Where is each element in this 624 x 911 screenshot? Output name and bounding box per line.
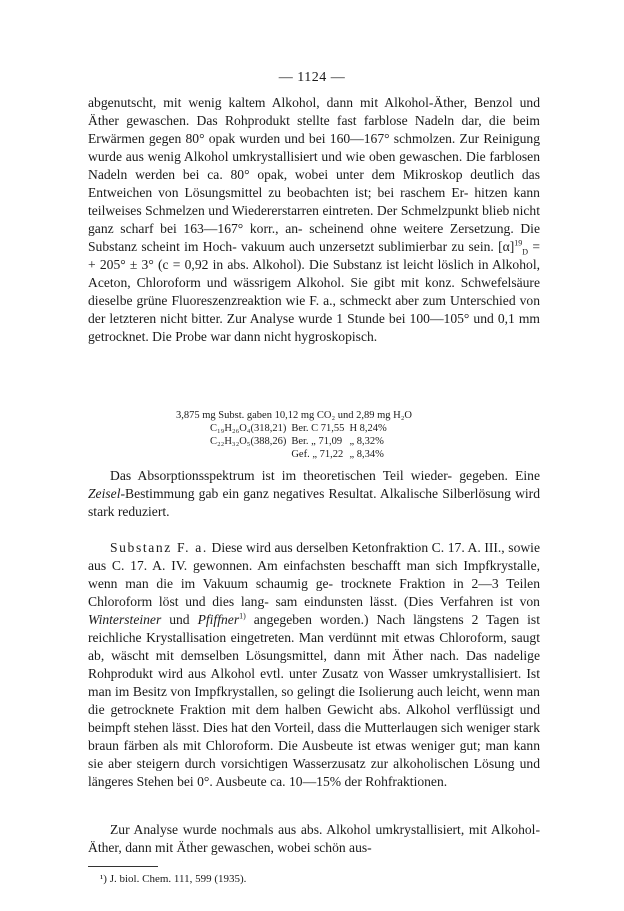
text-line: Entweichen von Lösungsmittel zu beobachten ist; bei raschem Er- — [88, 185, 469, 200]
text-line: Das Absorptionsspektrum ist im theoretischen Teil wieder- — [110, 468, 453, 483]
optical-rotation: $[\alpha]^{19}_D$ = + 205° ± 3° — [88, 238, 540, 272]
text-line: Diese wird aus derselben Ketonfraktion C. 17. — [207, 540, 465, 555]
hydrogen-cell: H 8,24% — [349, 423, 387, 434]
text-line: angegeben worden.) Nach längstens 2 Tagen ist reichliche — [88, 612, 540, 645]
text-line: braun färben als mit Chloroform. Die Ausbeute ist etwas weniger — [88, 738, 455, 753]
formula-cell — [210, 448, 291, 461]
text-line: mit dem halben Gewicht abs. Alkohol verflüssigt und beimpft stehen — [88, 702, 540, 735]
page-number: — 1124 — — [278, 70, 346, 85]
section-heading: Substanz F. a. — [110, 540, 208, 555]
footnote: ¹) J. biol. Chem. 111, 599 (1935). — [100, 873, 247, 885]
text-line: Zur Analyse wurde nochmals aus abs. Alkohol umkrystallisiert, — [110, 822, 465, 837]
text-line: wurde 1 Stunde bei 100—105° und 0,1 mm getrocknet. Die Probe — [88, 311, 540, 344]
text-line: (c = 0,92 in abs. Alkohol). Die Substanz ist leicht löslich in Alkohol, — [158, 257, 540, 272]
text-line: saugt ab, wäscht mit demselben Lösungsmittel, dann mit Äther nach. — [88, 630, 540, 663]
text-line: mit Alkohol-Äther, dann mit Äther gewaschen, wobei schön aus- — [88, 822, 540, 855]
text-line: aber zum Unterschied von der letzteren nicht bitter. Zur Analyse — [88, 293, 540, 326]
text-line: lässt. Dies hat den Vorteil, dass die Mutterlaugen sich weniger stark — [171, 720, 540, 735]
author-name: Pfiffner — [197, 612, 240, 627]
hydrogen-cell: „ 8,32% — [349, 436, 384, 447]
carbon-cell: Ber. C 71,55 — [291, 423, 345, 434]
text-line: Der Schmelzpunkt blieb nicht ganz scharf bei 163—167° korr., an- — [88, 203, 540, 236]
text-line: -Bestimmung gab ein ganz negatives Resultat. — [120, 486, 377, 501]
paragraph-4 — [88, 821, 540, 857]
text-line: 160—167° schmolzen. Zur Reinigung wurde aus wenig Alkohol — [88, 131, 540, 164]
text-line: war dann nicht hygroskopisch. — [210, 329, 378, 344]
table-row — [210, 422, 392, 435]
footnote-divider — [88, 866, 158, 867]
text-line: A. III., sowie aus C. 17. A. IV. gewonnen. Am einfachsten beschafft — [88, 540, 540, 573]
text-line: werden bei ca. 80° opak, wobei unter dem Mikroskop deutlich das — [135, 167, 540, 182]
text-line: Schwefelsäure dieselbe grüne Fluoreszenzreaktion wie F. a., schmeckt — [88, 275, 540, 308]
footnote-mark: 1) — [239, 611, 246, 621]
paragraph-2 — [88, 467, 540, 521]
hydrogen-cell: „ 8,34% — [349, 449, 384, 460]
formula-cell: C₂₂H₃₂O₅(388,26) — [210, 436, 287, 447]
text-line: Wasser umkrystallisiert. Ist man im Besitz von Impfkrystallen, so — [88, 666, 541, 699]
table-row — [210, 448, 392, 461]
table-row — [210, 435, 392, 448]
text-line: Benzol und Äther gewaschen. Das Rohprodukt stellte fast farblose — [88, 95, 540, 128]
text-line: Das nadelige Rohprodukt wird aus Alkohol evtl. unter Zusatz von — [88, 648, 541, 681]
text-line: sam eindunsten lässt. (Dies Verfahren ist von — [275, 594, 540, 609]
text-line: zur alkoholischen Lösung und längeres Stehen bei 0°. Ausbeute ca. — [88, 756, 540, 789]
text-line: hitzen kann teilweises Schmelzen und Wiedererstarren eintreten. — [88, 185, 540, 218]
text-line: gegeben. Eine — [459, 468, 540, 483]
text-line: gelingt die Isolierung auch leicht, wenn man die getrocknete Fraktion — [88, 684, 540, 717]
text-line: man sich Impfkrystalle, wenn man die im Vakuum schaumig ge- — [88, 558, 541, 591]
text-line: Krystallisation eingetreten. Man verdünnt mit etwas Chloroform, — [146, 630, 507, 645]
text-line: 10—15% der Rohfraktionen. — [288, 774, 448, 789]
analysis-table — [210, 422, 392, 461]
carbon-cell: Ber. „ 71,09 — [291, 436, 343, 447]
text-line: gut; man kann sie aber steigern durch vorsichtigen Wasserzusatz — [88, 738, 540, 771]
author-name: Wintersteiner — [88, 612, 162, 627]
text-line: vakuum auch unzersetzt sublimierbar zu sein. — [241, 239, 494, 254]
text-line: Alkalische Silberlösung wird stark reduziert. — [88, 486, 541, 519]
text-line: abgenutscht, mit wenig kaltem Alkohol, dann mit Alkohol-Äther, — [88, 95, 468, 110]
text-line: trocknete Fraktion in 2—3 Teilen Chloroform löst und dies lang- — [88, 576, 540, 609]
text-line: und — [161, 612, 190, 627]
analysis-head: 3,875 mg Subst. gaben 10,12 mg CO₂ und 2,89 mg H₂O — [176, 410, 412, 421]
elemental-analysis — [88, 409, 540, 461]
text-line: Nadeln dar, die beim Erwärmen gegen 80° opak wurden und bei — [88, 113, 540, 146]
formula-cell: C₁₉H₂₆O₄(318,21) — [210, 423, 287, 434]
text-line: umkrystallisiert und wie oben gewaschen. Die farblosen Nadeln — [88, 149, 540, 182]
paragraph-3 — [88, 539, 540, 791]
author-name: Zeisel — [88, 486, 121, 501]
paragraph-1 — [88, 94, 540, 346]
carbon-cell: Gef. „ 71,22 — [291, 449, 344, 460]
text-line: Aceton, Chloroform und wässrigem Alkohol. Sie gibt mit konz. — [88, 275, 455, 290]
text-line: scheinend ohne weitere Zersetzung. Die Substanz scheint im Hoch- — [88, 221, 540, 254]
